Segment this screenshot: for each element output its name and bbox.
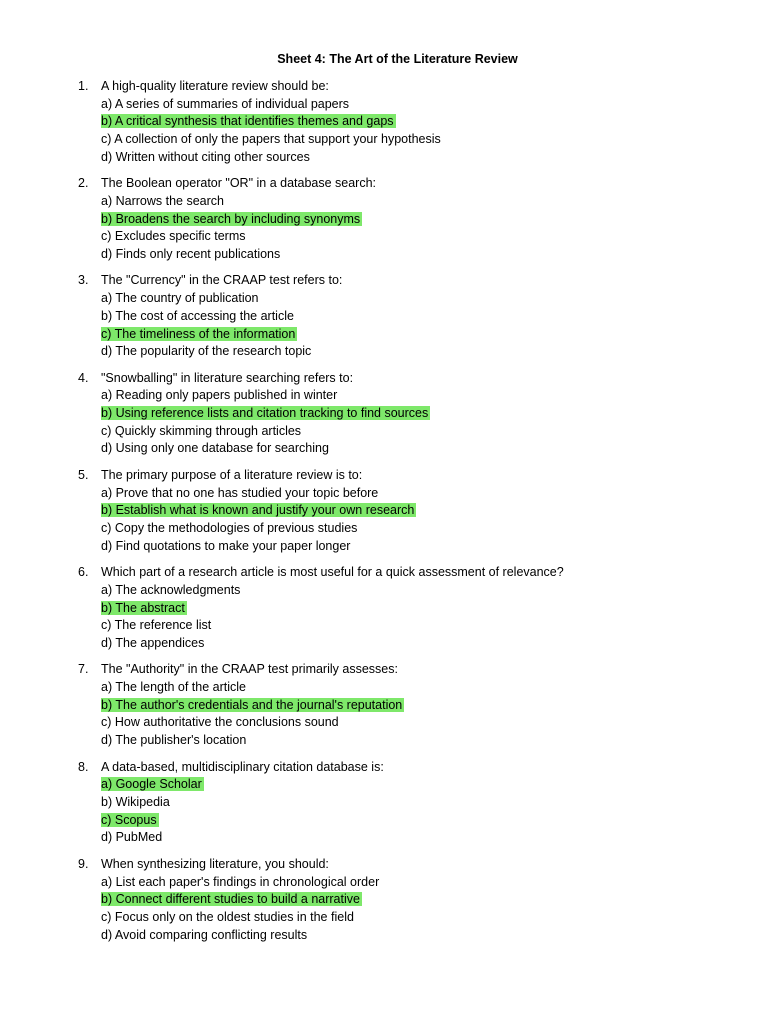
question-line [78,78,738,96]
answer-option [78,679,738,697]
answer-option [78,732,738,750]
answer-option [78,538,738,556]
question-item [78,467,738,555]
answer-option [78,635,738,653]
answer-option-text: a) The country of publication [101,291,259,306]
answer-option [78,290,738,308]
answer-option [78,149,738,167]
question-number: 6. [78,565,89,580]
answer-option [78,423,738,441]
answer-option-text: c) Scopus [101,812,157,827]
question-item [78,272,738,360]
question-line [78,370,738,388]
question-item [78,564,738,652]
question-number: 8. [78,759,89,774]
answer-option-highlighted [78,502,738,520]
answer-option-text: a) Reading only papers published in winter [101,388,338,403]
question-number: 7. [78,662,89,677]
answer-option-text: b) The cost of accessing the article [101,308,294,323]
answer-option-text: b) Establish what is known and justify your own research [101,503,415,518]
answer-option [78,193,738,211]
answer-option [78,829,738,847]
answer-option-text: b) A critical synthesis that identifies themes and gaps [101,114,394,129]
answer-option-text: c) A collection of only the papers that support your hypothesis [101,132,441,147]
answer-option [78,485,738,503]
answer-option-text: d) The popularity of the research topic [101,344,312,359]
answer-option-text: b) Broadens the search by including synonyms [101,211,361,226]
answer-option-text: a) List each paper's findings in chronological order [101,874,380,889]
answer-option-highlighted [78,776,738,794]
answer-option [78,228,738,246]
question-text: A data-based, multidisciplinary citation database is: [101,759,384,774]
question-line [78,661,738,679]
answer-option [78,387,738,405]
question-text: The "Currency" in the CRAAP test refers to: [101,273,343,288]
answer-option-text: b) Connect different studies to build a narrative [101,892,360,907]
answer-option [78,794,738,812]
answer-option [78,343,738,361]
question-text: The Boolean operator "OR" in a database search: [101,176,377,191]
answer-option-text: d) Using only one database for searching [101,441,329,456]
answer-option-text: b) The author's credentials and the journal's reputation [101,697,403,712]
question-item [78,78,738,166]
answer-option-text: a) Prove that no one has studied your topic before [101,485,379,500]
question-line [78,759,738,777]
answer-option-highlighted [78,211,738,229]
question-number: 5. [78,467,89,482]
answer-option-text: a) The length of the article [101,680,246,695]
answer-option-text: d) Finds only recent publications [101,246,281,261]
answer-option-highlighted [78,113,738,131]
answer-option-text: c) How authoritative the conclusions sound [101,715,339,730]
question-item [78,661,738,749]
answer-option-highlighted [78,697,738,715]
question-item [78,370,738,458]
question-item [78,856,738,944]
answer-option-text: d) PubMed [101,830,163,845]
question-number: 9. [78,856,89,871]
answer-option-text: a) Google Scholar [101,777,202,792]
answer-option [78,617,738,635]
answer-option-text: c) The timeliness of the information [101,326,296,341]
answer-option-text: a) The acknowledgments [101,582,241,597]
answer-option [78,96,738,114]
question-text: When synthesizing literature, you should: [101,856,329,871]
answer-option [78,927,738,945]
question-text: The "Authority" in the CRAAP test primarily assesses: [101,662,398,677]
question-list [78,78,738,953]
question-number: 1. [78,79,89,93]
question-number: 2. [78,176,89,191]
answer-option-text: d) The appendices [101,635,205,650]
answer-option-text: a) Narrows the search [101,193,224,208]
answer-option-text: d) Find quotations to make your paper longer [101,538,351,553]
question-item [78,175,738,263]
answer-option [78,520,738,538]
answer-option-text: b) The abstract [101,600,185,615]
answer-option-text: c) Quickly skimming through articles [101,423,302,438]
question-line [78,175,738,193]
question-line [78,564,738,582]
answer-option-highlighted [78,405,738,423]
answer-option [78,440,738,458]
answer-option-highlighted [78,891,738,909]
answer-option-text: c) Focus only on the oldest studies in the field [101,909,354,924]
answer-option-text: d) Written without citing other sources [101,149,310,164]
question-text: "Snowballing" in literature searching refers to: [101,370,354,385]
question-item [78,759,738,847]
question-line [78,272,738,290]
answer-option-text: d) The publisher's location [101,733,247,748]
answer-option [78,308,738,326]
answer-option [78,246,738,264]
answer-option-highlighted [78,600,738,618]
answer-option-text: c) The reference list [101,618,212,633]
question-line [78,856,738,874]
answer-option-text: a) A series of summaries of individual papers [101,96,350,111]
answer-option-text: d) Avoid comparing conflicting results [101,927,308,942]
question-number: 3. [78,273,89,288]
question-text: A high-quality literature review should be: [101,79,329,93]
document-title: Sheet 4: The Art of the Literature Review [277,52,518,66]
answer-option [78,909,738,927]
answer-option-text: b) Using reference lists and citation tracking to find sources [101,406,429,421]
answer-option [78,874,738,892]
answer-option [78,582,738,600]
question-line [78,467,738,485]
answer-option-highlighted [78,326,738,344]
answer-option-highlighted [78,812,738,830]
question-text: The primary purpose of a literature review is to: [101,467,363,482]
answer-option [78,714,738,732]
answer-option-text: c) Copy the methodologies of previous studies [101,521,358,535]
answer-option-text: b) Wikipedia [101,795,170,810]
question-number: 4. [78,370,89,385]
question-text: Which part of a research article is most useful for a quick assessment of relevance? [101,565,564,580]
answer-option-text: c) Excludes specific terms [101,229,246,244]
answer-option [78,131,738,149]
